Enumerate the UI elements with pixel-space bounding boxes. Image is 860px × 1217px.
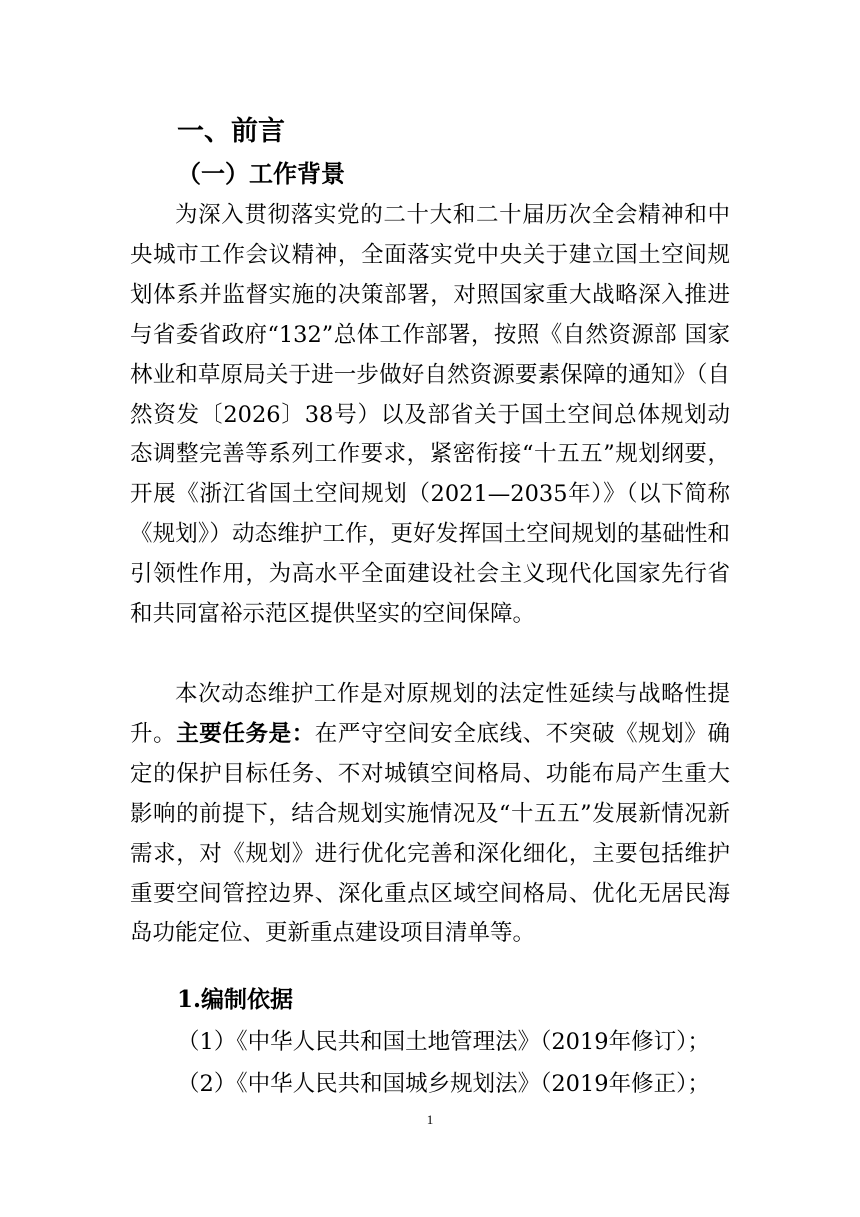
- reference-item: （1）《中华人民共和国土地管理法》（2019年修订）；: [177, 1029, 710, 1055]
- subsection-heading: 1.编制依据: [177, 986, 294, 1013]
- tasks-lead: 主要任务是：: [176, 720, 315, 747]
- tasks-paragraph: [130, 675, 730, 954]
- background-paragraph: 为深入贯彻落实党的二十大和二十届历次全会精神和中央城市工作会议精神，全面落实党中央关于建立国土空间规划体系并监督实施的决策部署，对照国家重大战略深入推进与省委省政府“132”总体工作部署，按照《自然资源部 国家林业和草原局关于进一步做好自然资源要素保障的通知》（自然资发〔2026〕38号）以及部省关于国土空间总体规划动态调整完善等系列工作要求，紧密衔接“十五五”规划纲要，开展《浙江省国土空间规划（2021—2035年）》（以下简称《规划》）动态维护工作，更好发挥国土空间规划的基础性和引领性作用，为高水平全面建设社会主义现代化国家先行省和共同富裕示范区提供坚实的空间保障。: [130, 202, 730, 628]
- tasks-intro: 本次动态维护工作是对原规划的法定性延续与战略性提升。: [130, 681, 730, 747]
- page-number: 1: [426, 1112, 434, 1127]
- reference-item: （2）《中华人民共和国城乡规划法》（2019年修正）；: [177, 1071, 710, 1097]
- section-heading: （一）工作背景: [177, 159, 345, 188]
- tasks-body: 在严守空间安全底线、不突破《规划》确定的保护目标任务、不对城镇空间格局、功能布局产生重大影响的前提下，结合规划实施情况及“十五五”发展新情况新需求，对《规划》进行优化完善和深化细化，主要包括维护重要空间管控边界、深化重点区域空间格局、优化无居民海岛功能定位、更新重点建设项目清单等。: [130, 720, 730, 947]
- chapter-heading: 一、前言: [177, 116, 285, 147]
